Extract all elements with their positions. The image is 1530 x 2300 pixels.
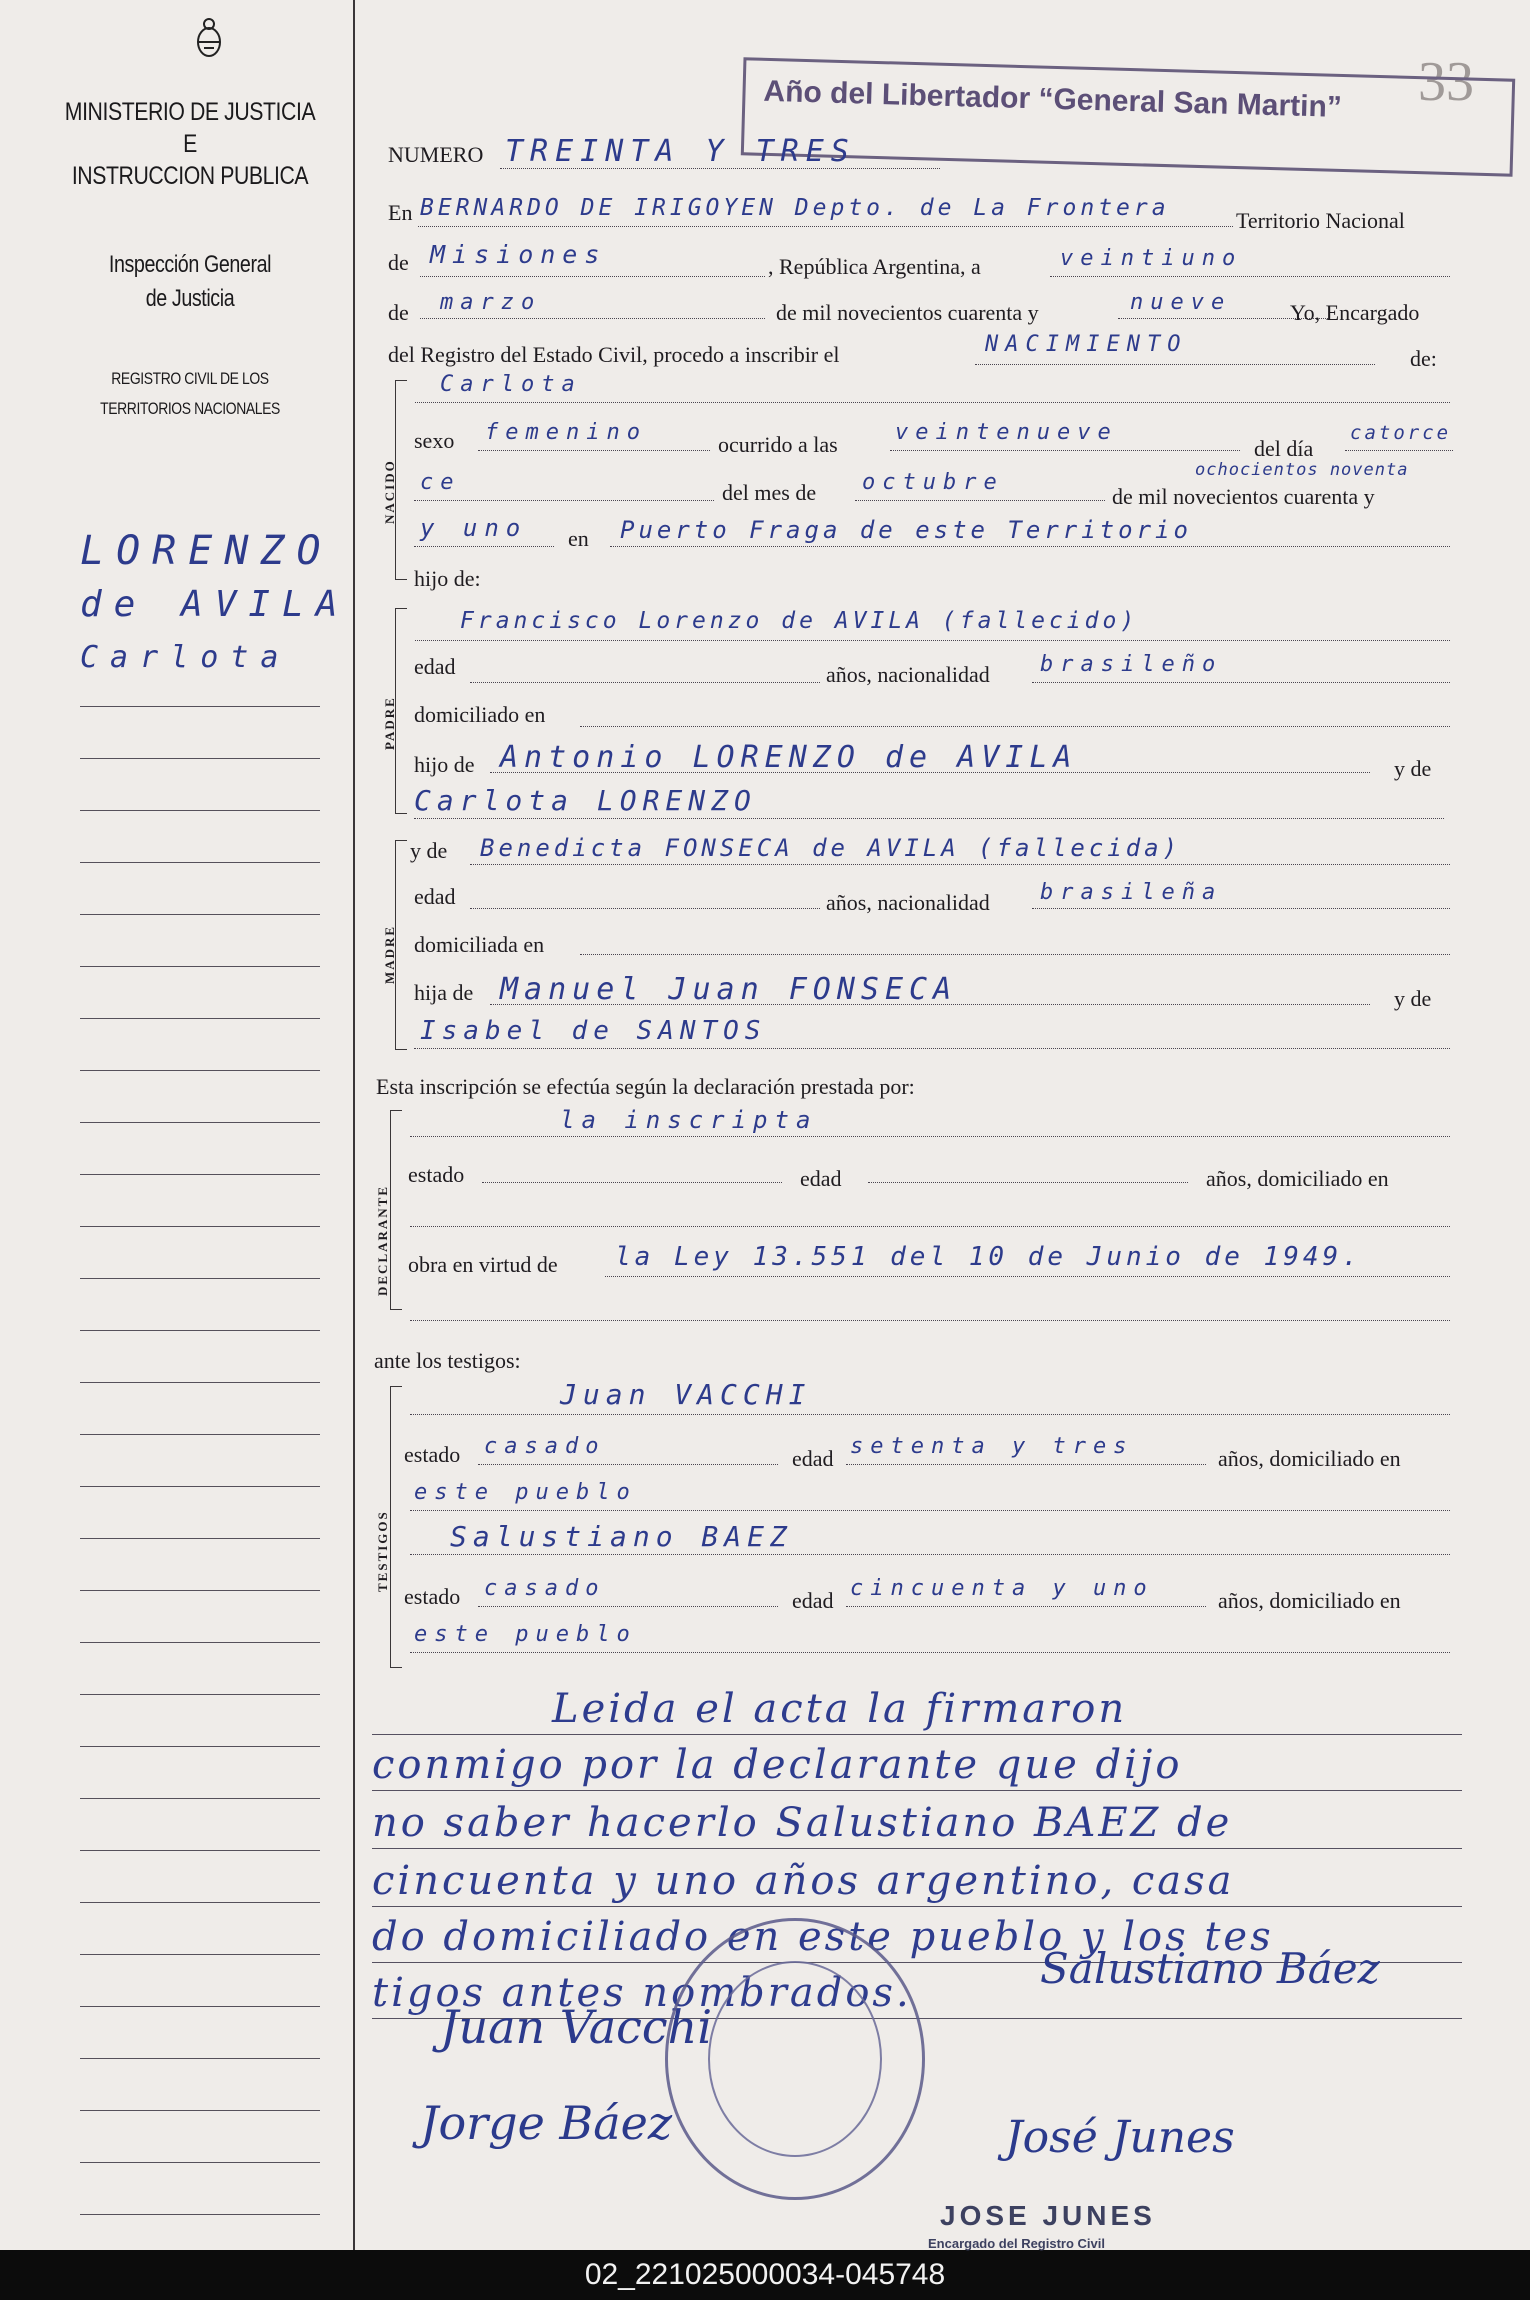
margin-rule [80,1226,320,1227]
margin-rule [80,1694,320,1695]
madre-name-field [470,864,1450,865]
madre-y-de-label: y de [410,838,448,863]
territorio-label: Territorio Nacional [1236,208,1405,233]
mil-label: de mil novecientos cuarenta y [776,300,1039,325]
margin-rule [80,1018,320,1019]
declarante-edad-field [868,1182,1188,1183]
ministry-title: MINISTERIO DE JUSTICIA E INSTRUCCION PUBLICA [64,98,316,190]
folio-number: 33 [1418,51,1474,113]
signature-juan-vacchi: Juan Vacchi [440,2000,713,2054]
t2-name-value: Salustiano BAEZ [450,1520,793,1553]
t1-estado-value: casado [484,1434,606,1459]
t1-edad-field [846,1464,1206,1465]
month-field [420,318,765,319]
t1-dom-label: años, domiciliado en [1218,1446,1401,1471]
numero-value: TREINTA Y TRES [505,134,856,169]
de3-label: de: [1410,346,1437,371]
dia-cont-field [414,500,714,501]
day-value: veintiuno [1060,246,1243,271]
t2-edad-label: edad [792,1588,834,1613]
declarante-bracket [390,1110,402,1310]
madre-y-de: y de [1394,986,1432,1011]
anio-value: y uno [420,514,528,542]
margin-rule [80,1746,320,1747]
registry-title: REGISTRO CIVIL DE LOS TERRITORIOS NACIONALES [100,369,280,418]
anio-field [414,546,554,547]
t1-estado-label: estado [404,1442,461,1467]
margin-rule [80,2058,320,2059]
madre-dom-field [580,954,1450,955]
margin-rule [80,2006,320,2007]
margin-rule [80,1798,320,1799]
sexo-value: femenino [485,420,647,445]
t1-estado-field [478,1464,778,1465]
margin-surname-2: de AVILA [80,584,350,625]
madre-abuela-value: Isabel de SANTOS [420,1016,767,1046]
padre-anios-label: años, nacionalidad [826,662,990,687]
margin-rule [80,1122,320,1123]
year-value: nueve [1130,290,1232,315]
dia-value-2: ce [420,470,461,495]
testigos-intro: ante los testigos: [374,1348,521,1373]
t2-dom-label: años, domiciliado en [1218,1588,1401,1613]
t2-estado-field [478,1606,778,1607]
margin-rule [80,1486,320,1487]
nacido-side-label: NACIDO [382,459,397,524]
sexo-field [478,450,710,451]
month-value: marzo [440,290,542,315]
margin-surname: LORENZO [80,528,333,574]
declarante-dom-label: años, domiciliado en [1206,1166,1389,1191]
margin-rule [80,1278,320,1279]
padre-name-value: Francisco Lorenzo de AVILA (fallecido) [460,608,1139,634]
officer-title: Encargado del Registro Civil [928,2236,1105,2251]
ocurrido-label: ocurrido a las [718,432,838,457]
nacido-name-field [415,402,1450,403]
padre-dom-field [580,726,1450,727]
obra-field [605,1276,1450,1277]
de-label: de [388,250,409,275]
madre-hija-label: hija de [414,980,474,1005]
obra-label: obra en virtud de [408,1252,558,1277]
t2-edad-value: cincuenta y uno [850,1576,1154,1601]
madre-edad-field [470,908,820,909]
dia-field [1345,450,1453,451]
padre-y-de: y de [1394,756,1432,781]
testigos-bracket [390,1386,402,1668]
closing-rule [372,1906,1462,1907]
acto-value: NACIMIENTO [985,332,1188,357]
declarante-estado-field [482,1182,782,1183]
declarante-side-label: DECLARANTE [375,1184,390,1296]
margin-rule [80,706,320,707]
closing-line: Leida el acta la firmaron [552,1686,1128,1732]
t2-estado-label: estado [404,1584,461,1609]
margin-rule [80,1330,320,1331]
margin-rule [80,758,320,759]
padre-name-field [415,640,1450,641]
en-label: En [388,200,413,225]
declarante-estado-label: estado [408,1162,465,1187]
madre-abuela-field [414,1048,1450,1049]
t1-edad-value: setenta y tres [850,1434,1134,1459]
anio-note: ochocientos noventa [1195,460,1409,480]
numero-label: NUMERO [388,142,484,167]
lugar-value: Puerto Fraga de este Territorio [620,516,1192,544]
closing-rule [372,1790,1462,1791]
declarante-dom-field [410,1226,1450,1227]
en-field [418,226,1233,227]
margin-rule [80,810,320,811]
dia-value: catorce [1350,422,1452,444]
t1-dom-value: este pueblo [414,1480,637,1505]
margin-rule [80,1382,320,1383]
margin-rule [80,1434,320,1435]
civil-registry-seal [665,1918,925,2200]
padre-side-label: PADRE [382,696,397,750]
yo-label: Yo, Encargado [1290,300,1420,325]
declarante-name-field [410,1136,1450,1137]
margin-rule [80,1174,320,1175]
registro-label: del Registro del Estado Civil, procedo a inscribir el [388,342,840,367]
mes-label: del mes de [722,480,817,505]
closing-line: do domiciliado en este pueblo y los tes [372,1914,1274,1960]
closing-line: no saber hacerlo Salustiano BAEZ de [372,1800,1233,1846]
testigos-side-label: TESTIGOS [375,1510,390,1592]
margin-rule [80,862,320,863]
en-value: BERNARDO DE IRIGOYEN Depto. de La Frontera [420,195,1170,221]
mes-value: octubre [862,470,1004,495]
margin-rule [80,2162,320,2163]
padre-dom-label: domiciliado en [414,702,546,727]
sexo-label: sexo [414,428,455,453]
padre-abuela-field [414,818,1444,819]
t2-dom-value: este pueblo [414,1622,637,1647]
padre-edad-field [470,682,820,683]
de2-label: de [388,300,409,325]
closing-line: cincuenta y uno años argentino, casa [372,1858,1235,1904]
margin-rule [80,914,320,915]
padre-abuela-value: Carlota LORENZO [414,784,757,817]
officer-name: JOSE JUNES [940,2200,1156,2231]
inspection-title: Inspección General de Justicia [108,251,272,312]
margin-rule [80,1850,320,1851]
t2-estado-value: casado [484,1576,606,1601]
province-value: Misiones [430,240,607,269]
declarante-edad-label: edad [800,1166,842,1191]
madre-anios-label: años, nacionalidad [826,890,990,915]
margin-rule [80,1642,320,1643]
madre-name-value: Benedicta FONSECA de AVILA (fallecida) [480,834,1182,862]
margin-rule [80,966,320,967]
republica-label: , República Argentina, a [768,254,981,279]
image-caption: 02_221025000034-045748 [584,2258,946,2291]
padre-hijo-label: hijo de [414,752,475,777]
padre-edad-label: edad [414,654,456,679]
t2-edad-field [846,1606,1206,1607]
acto-field [975,364,1375,365]
declarante-extra-field [410,1320,1450,1321]
closing-line: conmigo por la declarante que dijo [372,1742,1183,1788]
t1-edad-label: edad [792,1446,834,1471]
margin-rule [80,1070,320,1071]
lugar-field [610,546,1450,547]
margin-rule [80,1902,320,1903]
hijo-label: hijo de: [414,566,481,591]
nacido-en-label: en [568,526,589,551]
hora-field [890,450,1240,451]
madre-abuelo-value: Manuel Juan FONSECA [500,972,958,1007]
closing-rule [372,1734,1462,1735]
padre-abuelo-value: Antonio LORENZO de AVILA [500,740,1078,775]
closing-rule [372,1848,1462,1849]
coat-of-arms-icon [192,16,226,62]
hora-value: veintenueve [895,420,1118,445]
del-dia-label: del día [1254,436,1314,461]
madre-side-label: MADRE [382,924,397,984]
madre-edad-label: edad [414,884,456,909]
seal-inner-ring [708,1961,882,2157]
margin-rule [80,1954,320,1955]
closing-line: tigos antes nombrados. [372,1970,912,2016]
mes-field [855,500,1105,501]
margin-rule [80,1590,320,1591]
t1-dom-field [410,1510,1450,1511]
t2-dom-field [410,1652,1450,1653]
t1-name-value: Juan VACCHI [560,1378,812,1411]
day-field [1050,276,1450,277]
signature-salustiano-baez: Salustiano Báez [1040,1944,1380,1993]
madre-dom-label: domiciliada en [414,932,545,957]
padre-nac-field [1032,682,1450,683]
province-field [420,276,765,277]
declarante-intro: Esta inscripción se efectúa según la declaración prestada por: [376,1074,915,1099]
margin-column [0,0,355,2250]
nacido-name-value: Carlota [440,372,582,397]
madre-nac-field [1032,908,1450,909]
margin-given-name: Carlota [80,640,291,675]
margin-rule [80,2110,320,2111]
declarante-name-value: la inscripta [560,1106,818,1134]
obra-value: la Ley 13.551 del 10 de Junio de 1949. [615,1242,1362,1272]
t1-name-field [410,1414,1450,1415]
madre-nac-value: brasileña [1040,880,1223,905]
commemorative-stamp: Año del Libertador “General San Martin” [741,57,1515,177]
padre-nac-value: brasileño [1040,652,1223,677]
margin-rule [80,1538,320,1539]
t2-name-field [410,1554,1450,1555]
margin-rule [80,2214,320,2215]
nacido-mil-label: de mil novecientos cuarenta y [1112,484,1375,509]
signature-jose-junes: José Junes [1005,2112,1235,2163]
signature-jorge-baez: Jorge Báez [420,2096,673,2150]
